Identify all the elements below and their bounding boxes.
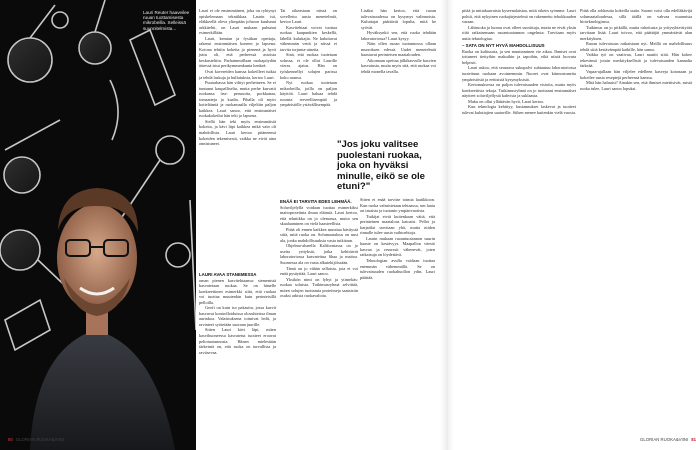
section-lead-in: LAURI AVAA STANEMESSA bbox=[199, 272, 257, 277]
text-column-1 bbox=[199, 8, 276, 147]
text-column-3 bbox=[280, 8, 337, 108]
text-column-6 bbox=[360, 197, 435, 280]
paragraph: Teknologian avulla voidaan tuottaa enemmän vähemmällä. Se on tulevaisuuden ruokahuollon ydin, Lauri päättää. bbox=[360, 258, 435, 280]
paragraph: Tämä on jo vähän sellaista, jota ei voi enää pysäyttää, Lauri sanoo. bbox=[280, 265, 358, 277]
paragraph: Näin ollen ruoan tuotannossa ollaan murroksen edessä. Uudet menetelmät haastavat perinteisen maatalouden. bbox=[361, 41, 436, 58]
paragraph: Tai oikeastaan niissä on sovellettu uusia menetelmiä, kertoo Lauri. bbox=[280, 8, 337, 25]
page-number: 80 bbox=[8, 437, 13, 442]
paragraph: Mitä hän haluaisi? Ainakin sen, että ihmiset miettisivät, mistä ruoka tulee, Lauri sanoo lopuksi. bbox=[580, 80, 692, 91]
photo-caption: Lauri Reuter haaveilee ruuan tuottamisesta mikrobeilla. Selleissä suunnitelmista... bbox=[143, 10, 190, 31]
paragraph: Lauri uskoo, että seuraava sukupolvi suhtautuu laboratoriossa tuotettuun ruokaan avoimemmin. Nuoret ovat kiinnostuneita ympäristöstä ja eettisistä kysymyksistä. bbox=[462, 65, 576, 82]
paragraph: Lähiruoka ja luomu ovat olleet suosittuja, mutta ne eivät yksin riitä ratkaisemaan ruoantuotannon ongelmia. Tarvitaan myös uutta teknologiaa. bbox=[462, 24, 576, 41]
paragraph: pitää ja mittakaavaista kyseenalaistaa, mitä oikein syömme. Lauri pohtii, että nykyinen ruokajärjestelmä on rakennettu tehokkuuden varaan. bbox=[462, 8, 576, 25]
paragraph: Maku on ollut yllättävän hyvä, Lauri kertoo. bbox=[468, 98, 545, 104]
paragraph: Soluviljelyllä voidaan tuottaa esimerkiksi maitoproteiinia ilman eläimiä. Lauri kertoo, että tekniikka on jo olemassa, mutta sen skaalaaminen on vielä haasteellista. bbox=[280, 204, 358, 227]
paragraph: Nyt ruokaa tuotetaan mikrobeilla, joilla on paljon käyttöä. Lauri haluaa tehdä ruoasta terveellisempää ja ympäristölle ystävällisempää. bbox=[280, 80, 337, 108]
paragraph: Ruoan tulevaisuus ratkaistaan nyt. Meillä on mahdollisuus tehdä siitä kestävämpää kaikille, hän sanoo. bbox=[580, 41, 692, 52]
paragraph: Sinä, että ruokaa tuotetaan solussa, ei ole ollut Laurille vieras ajatus. Hän on työskennellyt solujen parissa koko uransa. bbox=[280, 52, 337, 80]
paragraph: Pitää oli ennen kaikkea muuttaa käsitystä siitä, mitä ruoka on. Solumaatalous on uusi ala, jonka mahdollisuuksia vasta tutkitaan. bbox=[280, 226, 358, 243]
paragraph: Pitää olla rohkeutta kokeilla uutta. Suomi voisi olla edelläkävijä solumaataloudessa, sillä täällä on vahvaa osaamista bioteknologiassa. bbox=[580, 8, 692, 25]
magazine-name: GLORIAN RUOKA&VIINI bbox=[640, 437, 689, 442]
folio-left bbox=[8, 437, 64, 442]
paragraph: Geofi on kuin iso pakastin, jossa kasvit kasvavat kontrolloiduissa olosuhteissa ilman aurinkoa. Valaistuksena toimivat ledit, ja ravinteet syötetään suoraan juurille. bbox=[199, 305, 276, 327]
folio-right bbox=[640, 437, 696, 442]
paragraph: Kun teknologia kehittyy, kustannukset laskevat ja tuotteet tulevat kuluttajien saataville. Siihen menee kuitenkin vielä vuosia. bbox=[462, 104, 576, 115]
paragraph: Puutarhassa hän vilttyi perheineen. Se ei tuntunut kaupalliselta, mutta perhe kasvatti ruokansa itse: perunoita, porkkanaa, tomaatteja ja kaalia. Pihalla oli myös kotieläimiä ja ruokamaalla viljeltiin paljon kaikkea. Lauri sanoo, että ensimmäiset ruokakokeilut hän teki jo lapsena. bbox=[199, 80, 276, 119]
paragraph: Tutkimus on jo pitkällä, mutta rahoitusta ja yritysyhteistyötä tarvitaan lisää. Lauri toivoo, että päättäjät ymmärtävät alan merkityksen. bbox=[580, 24, 692, 41]
paragraph: Sitten ei enää tarvitse toimia laatikkoon. Kun ruoka valmistetaan tehtaassa, sen laatu on tasaista ja tuotanto ympärivuotista. bbox=[360, 197, 435, 214]
text-column-5 bbox=[361, 8, 436, 75]
text-column-8 bbox=[580, 8, 692, 91]
paragraph: Siellä hän teki myös ensimmäisiä kokeita, ja kävi läpi kaikkea mikä vain oli mahdollista. Lauri kertoo pitäneensä kokeiden tekemisestä, vaikka ne eivät aina onnistuneet. bbox=[199, 118, 276, 147]
paragraph: Aikomaan opettaa jälkikasvulle kasvien kasvatusta, mutta myös sitä, että ruokaa voi tehdä monella tavalla. bbox=[361, 57, 436, 75]
magazine-name: GLORIAN RUOKA&VIINI bbox=[15, 437, 65, 442]
paragraph: Ohjelma-alueella Kaliforniassa on jo useita yrityksiä, jotka kehittävät laboratoriossa kasvatettua lihaa ja maitoa. Suomessa ala on vasta alkutekijöissään. bbox=[280, 243, 358, 266]
paragraph: Lisäksi hän kertoo, että ruoan tulevaisuudessa on kysymys valinnoista. Kuluttajat päättävät lopulta, mitä he syövät. bbox=[361, 8, 436, 30]
lab-glassware-illustration bbox=[0, 0, 196, 450]
section-lead-in: – SATA ON NYT HYVÄ MAHDOLLISUUS bbox=[462, 43, 545, 49]
paragraph: Yksikön nimi on lyhyt ja ytimekäs: ruokaa soluista. Tutkimusryhmä selvittää, miten solujen tuottamia proteiineja saataisiin osaksi arkista ruokavaliota. bbox=[280, 276, 358, 299]
paragraph: Ovat kavereiden kanssa kokeilleet tutkia ja tehdä laskuja ja hullutuksia, kertoo Lauri. bbox=[199, 69, 276, 80]
portrait-photo bbox=[0, 0, 196, 450]
paragraph: oman pienen kasvitehtaansa: siemenistä kasvatetaan ruokaa. Se on hänelle konkreettinen esimerkki siitä, että ruokaa voi tuottaa muutenkin kuin perinteisillä pelloilla. bbox=[199, 277, 276, 305]
text-column-2 bbox=[199, 270, 276, 355]
paragraph: Lauri, kemian ja fysiikan opettaja, rakensi ensimmäisen koneen jo lapsena. Kotona tehtiin kokeita jo pienenä ja hyvä juttu oli, että perheessä asioista keskusteltiin. Parhaimmillaan ruokapöydän ääressä istui perikymmenkunta henkeä. bbox=[199, 35, 276, 69]
paragraph: Vapaa-ajallaan hän viljelee edelleen kasveja kotonaan ja kokeilee uusia reseptejä perheensä kanssa. bbox=[580, 69, 692, 80]
paragraph: Vaikka työ on vaativaa, Lauri nauttii siitä. Hän kokee tekevänsä jotain merkityksellistä ja tulevaisuuden kannalta tärkeää. bbox=[580, 52, 692, 69]
paragraph: Kertomuksessa on paljon tulevaisuuden visioita, mutta myös konkreettisia tekoja. Tutkimusryhmä on jo tuottanut ensimmäiset näytteet soluviljellystä kahvista ja suklaasta. bbox=[462, 82, 576, 99]
section-lead-in: ENÄÄ EI TARVITA EDES LEHMÄÄ. bbox=[280, 199, 352, 204]
paragraph: Ruoka on kulttuuria, ja sen muuttaminen vie aikaa. Ihmiset ovat tottuneet tiettyihin makuihin ja tapoihin, eikä niistä luovuta helposti. bbox=[462, 48, 576, 65]
pull-quote: "Jos joku valitsee puolestani ruokaa, joka on hyväksi minulle, eikö se ole etuni?" bbox=[337, 139, 425, 193]
paragraph: Lauri ei ole ensimmäinen, joka on ryhtynyt opiskelemaan tekniikkaa. Laurin isä, eläkkeellä oleva ylimpään johtoon kuulunut arkkitehti, on Lauri mukaan puhunut esimerkillään. bbox=[199, 8, 276, 36]
text-column-7 bbox=[462, 8, 576, 115]
paragraph: Kasvitehtaat voivat tuottaa ruokaa kaupunkien keskellä, lähellä kuluttajia. Ne kuluttavat vähemmän vettä ja niissä ei tarvita torjunta-aineita. bbox=[280, 24, 337, 52]
paragraph: Hyväksynkö sen, että ruoka tehdään laboratoriossa? Lauri kysyy. bbox=[361, 30, 436, 41]
page-number: 81 bbox=[691, 437, 696, 442]
page-gutter bbox=[440, 0, 454, 450]
paragraph: Sitten Lauri kävi läpi, miten kasvihuoneessa kasvatetut tuotteet eroavat peltotuotannosta. Hänen mielestään tärkeintä on, että ruoka on turvallista ja ravitsevaa. bbox=[199, 327, 276, 355]
text-column-4 bbox=[280, 197, 358, 299]
paragraph: Laurin mukaan ruoantuotannon suurin haaste on kestävyys. Maapallon väestö kasvaa ja resurssit vähenevät, joten ratkaisuja on löydettävä. bbox=[360, 235, 435, 258]
paragraph: Tutkijat eivät kuitenkaan väitä, että perinteinen maatalous katoaisi. Pellot ja karjatilat tarvitaan yhä, mutta niiden rinnalle tulee uusia vaihtoehtoja. bbox=[360, 213, 435, 236]
